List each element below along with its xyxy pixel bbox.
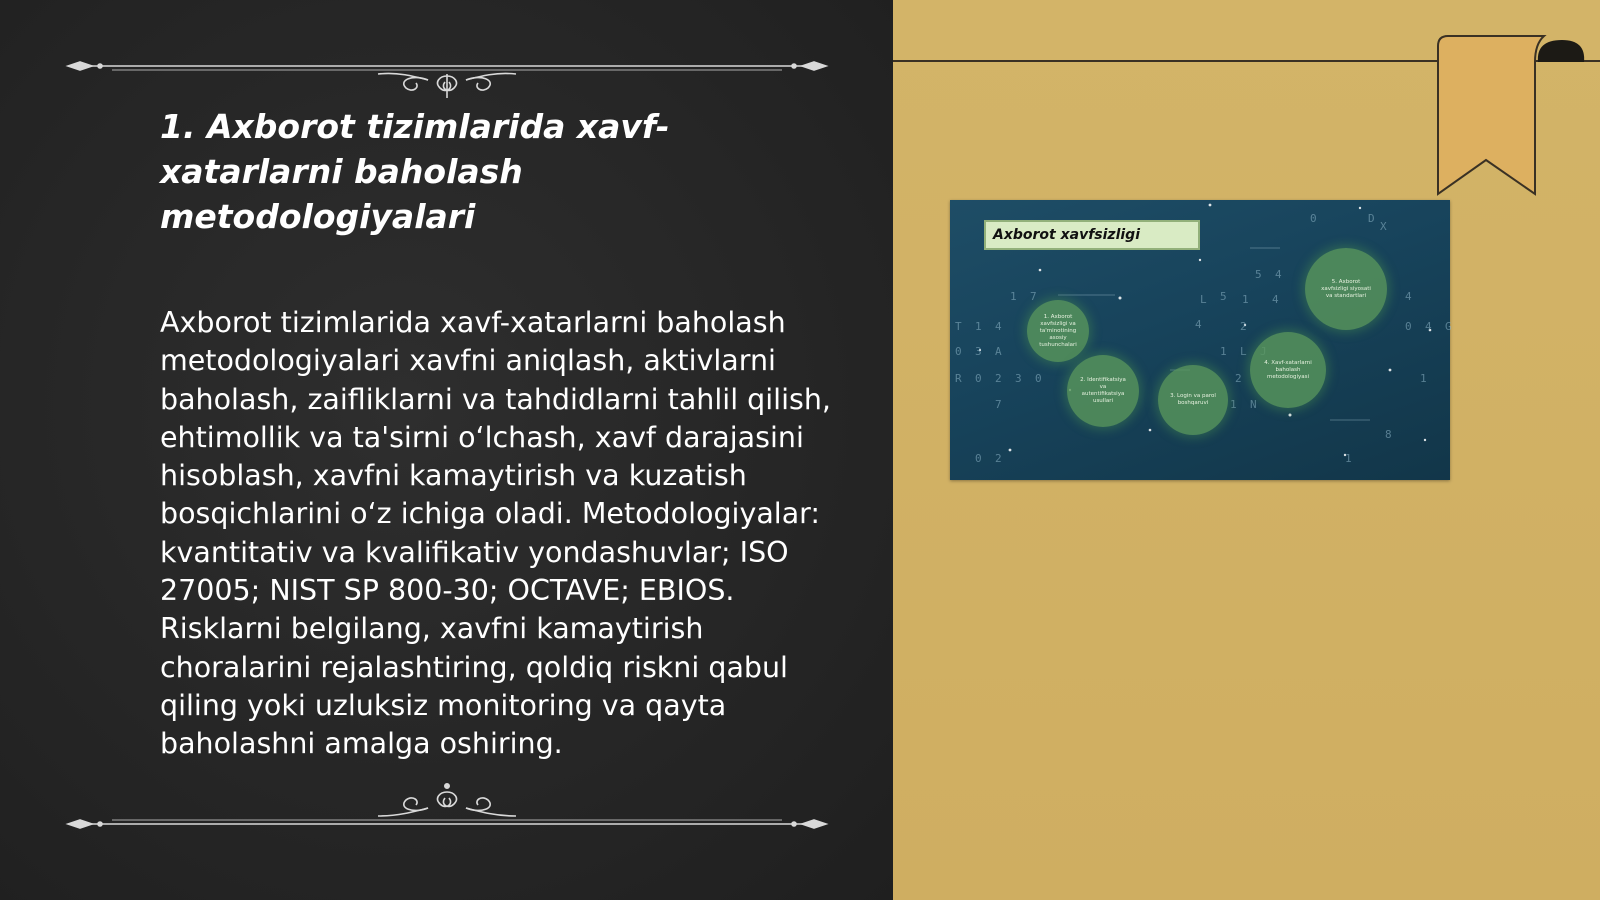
svg-text:0: 0: [955, 345, 962, 358]
topic-circle-4: 4. Xavf-xatarlarni baholash metodologiyasi: [1250, 332, 1326, 408]
svg-text:L: L: [1240, 345, 1247, 358]
svg-text:2: 2: [995, 452, 1002, 465]
thumbnail-image: [950, 200, 1450, 480]
svg-text:3: 3: [975, 345, 982, 358]
thumbnail-title: Axborot xavfsizligi: [984, 220, 1200, 250]
svg-text:0: 0: [1405, 320, 1412, 333]
svg-text:1: 1: [1242, 293, 1249, 306]
top-ornament-divider: [68, 38, 826, 98]
svg-text:0: 0: [975, 372, 982, 385]
svg-text:X: X: [1380, 220, 1387, 233]
svg-text:T: T: [955, 320, 962, 333]
svg-text:2: 2: [1240, 320, 1247, 333]
svg-text:A: A: [995, 345, 1002, 358]
svg-text:1: 1: [975, 320, 982, 333]
svg-text:8: 8: [1385, 428, 1392, 441]
svg-text:1: 1: [1420, 372, 1427, 385]
svg-text:4: 4: [995, 320, 1002, 333]
svg-text:1: 1: [1230, 398, 1237, 411]
topic-circle-2: 2. Identifikatsiya va autentifikatsiya usullari: [1067, 355, 1139, 427]
svg-text:0: 0: [1310, 212, 1317, 225]
svg-text:L: L: [1200, 293, 1207, 306]
svg-text:R: R: [955, 372, 962, 385]
slide-body-text: Axborot tizimlarida xavf-xatarlarni baholash metodologiyalari xavfni aniqlash, aktivlarni baholash, zaifliklarni va tahdidlarni tahlil qilish, ehtimollik va ta'sirni o‘lchash, xavf darajasini hisoblash, xavfni kamaytirish va kuzatish bosqichlarini o‘z ichiga oladi. Metodologiyalar: kvantitativ va kvalifikativ yondashuvlar; ISO 27005; NIST SP 800-30; OCTAVE; EBIOS. Risklarni belgilang, xavfni kamaytirish choralarini rejalashtiring, qoldiq riskni qabul qiling yoki uzluksiz monitoring va qayta baholashni amalga oshiring.: [160, 306, 831, 761]
svg-text:4: 4: [1275, 268, 1282, 281]
topic-circle-5: 5. Axborot xavfsizligi siyosati va standartlari: [1305, 248, 1387, 330]
bottom-ornament-divider: [68, 772, 826, 832]
svg-text:G: G: [1445, 320, 1452, 333]
topic-circle-1: 1. Axborot xavfsizligi va ta'minotining asosiy tushunchalari: [1027, 300, 1089, 362]
svg-text:5: 5: [1220, 290, 1227, 303]
svg-text:5: 5: [1255, 268, 1262, 281]
svg-text:0: 0: [1035, 372, 1042, 385]
svg-text:D: D: [1368, 212, 1375, 225]
slide-title: 1. Axborot tizimlarida xavf-xatarlarni baholash metodologiyalari: [160, 107, 670, 236]
svg-text:4: 4: [1195, 318, 1202, 331]
svg-text:2: 2: [1235, 372, 1242, 385]
svg-text:0: 0: [975, 452, 982, 465]
svg-text:2: 2: [995, 372, 1002, 385]
svg-text:4: 4: [1405, 290, 1412, 303]
svg-text:3: 3: [1015, 372, 1022, 385]
svg-text:N: N: [1250, 398, 1257, 411]
svg-text:4: 4: [1425, 320, 1432, 333]
topic-circle-3: 3. Login va parol boshqaruvi: [1158, 365, 1228, 435]
svg-text:4: 4: [1272, 293, 1279, 306]
svg-text:1: 1: [1010, 290, 1017, 303]
bookmark-ribbon-icon: [1436, 36, 1586, 200]
svg-text:1: 1: [1345, 452, 1352, 465]
svg-text:7: 7: [1030, 290, 1037, 303]
svg-text:1: 1: [1220, 345, 1227, 358]
svg-text:7: 7: [995, 398, 1002, 411]
